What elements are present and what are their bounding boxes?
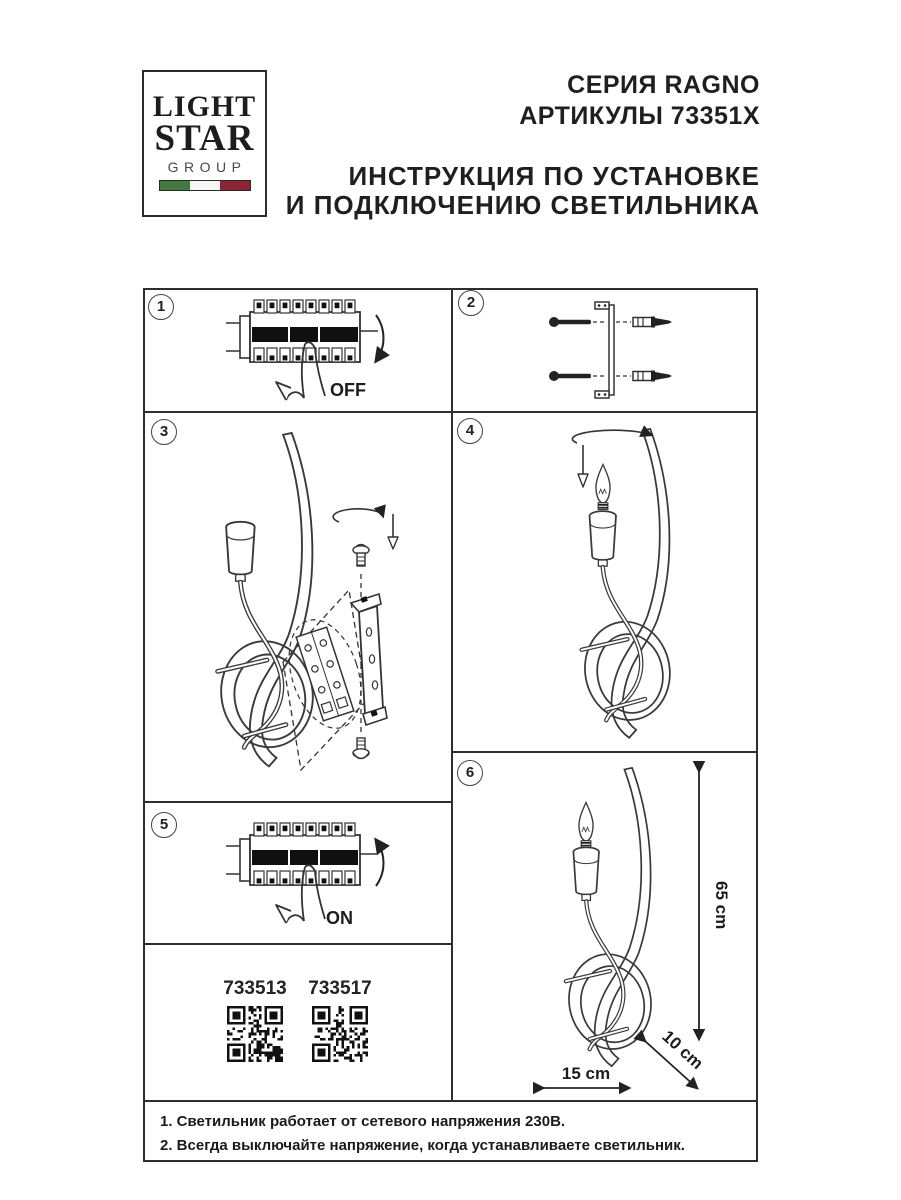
rotate-arrow-icon [572, 430, 651, 443]
screw-icon [549, 317, 607, 327]
down-arrow-icon [388, 514, 398, 549]
off-label: OFF [330, 380, 366, 400]
flag-white-stripe [190, 181, 220, 190]
wall-anchor-icon [616, 371, 672, 382]
grid-border-bottom [143, 1160, 758, 1162]
candle-bulb-icon [596, 465, 610, 510]
candle-bulb-icon [579, 803, 593, 848]
lightstar-logo [142, 70, 267, 217]
grid-border-right [756, 288, 758, 1162]
step-1-illustration-circuit-breaker-off [226, 299, 394, 403]
articles-title: АРТИКУЛЫ 73351X [519, 102, 760, 130]
step-1-number: 1 [148, 294, 174, 320]
switch-down-arrow-icon [376, 315, 384, 361]
note-line: 2. Всегда выключайте напряжение, когда устанавливаете светильник. [160, 1137, 685, 1154]
step-6-illustration-lamp-dimensions [454, 755, 754, 1099]
grid-border-left [143, 288, 145, 1162]
grid-left-divider-a [143, 801, 453, 803]
qr-code [227, 1006, 283, 1062]
qr-article-label: 733517 [308, 978, 372, 999]
grid-row1-divider [143, 411, 758, 413]
grid-right-divider [451, 751, 758, 753]
flag-red-stripe [220, 181, 250, 190]
screw-icon [353, 738, 369, 759]
height-dimension-label: 65 cm [712, 881, 731, 930]
series-title: СЕРИЯ RAGNO [567, 71, 760, 99]
grid-notes-divider [143, 1100, 758, 1102]
step-2-number: 2 [458, 290, 484, 316]
down-arrow-icon [578, 445, 588, 487]
logo-word-star: STAR [154, 118, 255, 159]
switch-up-arrow-icon [376, 840, 384, 886]
wall-lamp-icon [562, 768, 659, 1066]
wall-bracket-icon [595, 302, 614, 398]
step-3-number: 3 [151, 419, 177, 445]
step-4-number: 4 [457, 418, 483, 444]
wall-anchor-icon [616, 317, 672, 328]
footnotes [160, 1110, 720, 1158]
note-line: 1. Светильник работает от сетевого напряжения 230В. [160, 1113, 566, 1130]
wall-lamp-icon [577, 429, 677, 738]
step-6-number: 6 [457, 760, 483, 786]
flag-green-stripe [160, 181, 190, 190]
mounting-bracket-icon [351, 594, 387, 725]
instruction-title-line1: ИНСТРУКЦИЯ ПО УСТАНОВКЕ [348, 161, 760, 191]
step-2-illustration-mounting-hardware [545, 297, 680, 409]
qr-code [312, 1006, 368, 1062]
step-5-illustration-circuit-breaker-on [226, 814, 394, 932]
step-4-illustration-bulb-insertion [455, 417, 753, 751]
circuit-breaker-icon [226, 823, 378, 923]
on-label: ON [326, 908, 353, 928]
width-dimension-label: 15 cm [561, 1064, 611, 1083]
rotate-arrow-icon [333, 509, 383, 522]
qr-article-label: 733513 [223, 978, 287, 999]
step-5-number: 5 [151, 812, 177, 838]
italian-flag-icon [159, 180, 251, 191]
screw-icon [549, 371, 607, 381]
step-3-illustration-lamp-mounting [153, 422, 449, 794]
header-title-block [286, 70, 760, 220]
wall-lamp-icon [213, 433, 321, 766]
logo-word-light: LIGHT [152, 90, 257, 123]
screw-icon [353, 545, 369, 567]
grid-left-divider-b [143, 943, 453, 945]
depth-dimension-label: 10 cm [658, 1026, 707, 1074]
instruction-title-line2: И ПОДКЛЮЧЕНИЮ СВЕТИЛЬНИКА [285, 190, 760, 220]
logo-word-group: GROUP [167, 159, 247, 175]
